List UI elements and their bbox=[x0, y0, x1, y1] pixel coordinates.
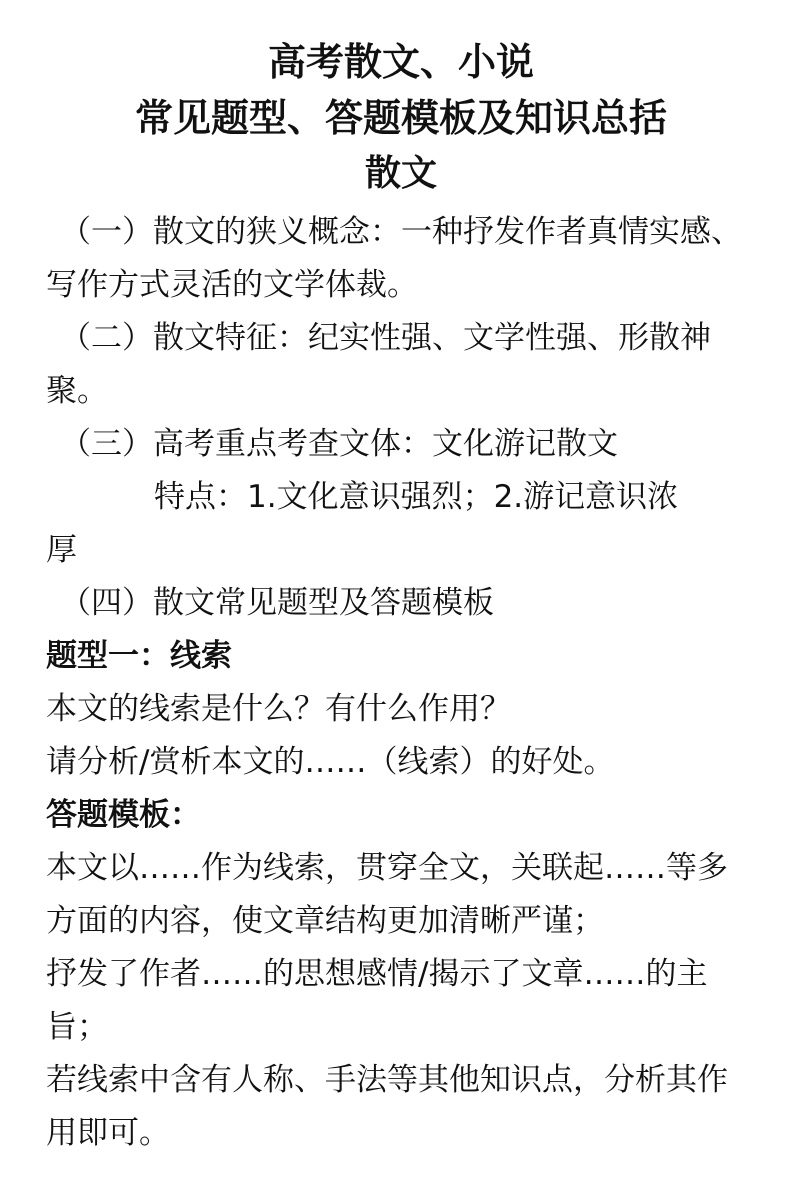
paragraph-prose-features: （二）散文特征：纪实性强、文学性强、形散神聚。 bbox=[46, 320, 711, 409]
title-line-1: 高考散文、小说 bbox=[267, 40, 534, 84]
paragraph-genre-traits: 特点：1.文化意识强烈；2.游记意识浓 bbox=[154, 479, 679, 515]
paragraph-exam-genre: （三）高考重点考查文体：文化游记散文 bbox=[60, 426, 618, 462]
section-title-prose: 散文 bbox=[364, 153, 437, 194]
paragraph-genre-traits-cont: 厚 bbox=[46, 532, 77, 568]
answer-line-2: 抒发了作者……的思想感情/揭示了文章……的主旨； bbox=[46, 956, 708, 1045]
answer-line-3: 若线索中含有人称、手法等其他知识点，分析其作用即可。 bbox=[46, 1062, 728, 1151]
question-line-1: 本文的线索是什么？有什么作用？ bbox=[46, 691, 511, 727]
title-line-2: 常见题型、答题模板及知识总括 bbox=[134, 96, 667, 140]
paragraph-question-types: （四）散文常见题型及答题模板 bbox=[60, 585, 494, 621]
type-one-heading: 题型一：线索 bbox=[46, 638, 232, 674]
question-line-2: 请分析/赏析本文的……（线索）的好处。 bbox=[46, 744, 615, 780]
paragraph-narrow-definition: （一）散文的狭义概念：一种抒发作者真情实感、写作方式灵活的文学体裁。 bbox=[46, 214, 742, 303]
answer-template-heading: 答题模板： bbox=[46, 797, 201, 833]
answer-line-1: 本文以……作为线索，贯穿全文，关联起……等多方面的内容，使文章结构更加清晰严谨； bbox=[46, 850, 728, 939]
